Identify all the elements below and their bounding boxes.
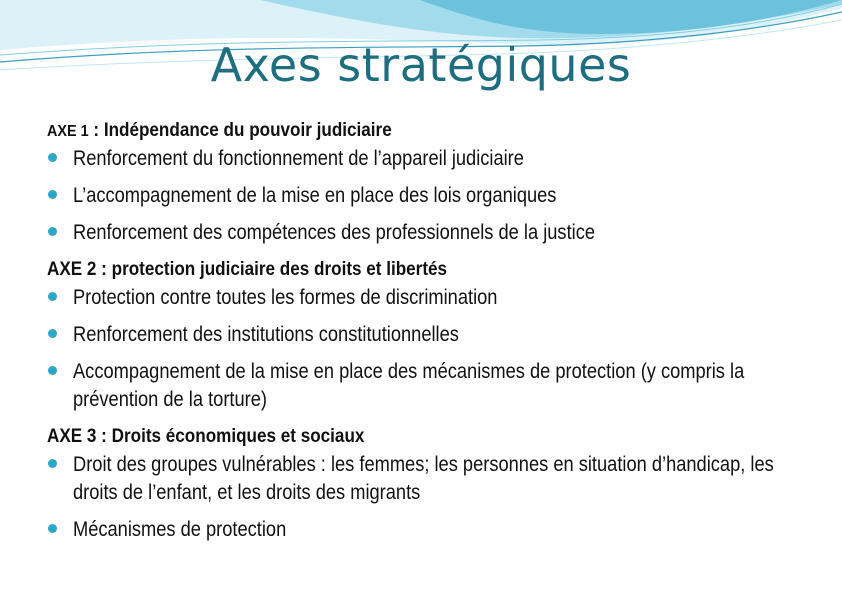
axe-2-list (47, 284, 817, 414)
bullet-dot-icon (48, 329, 57, 338)
list-item-text: L’accompagnement de la mise en place des lois organiques (73, 184, 557, 207)
bullet-dot-icon (48, 366, 57, 375)
slide-title: Axes stratégiques (210, 38, 632, 92)
axe-3-list (47, 451, 817, 544)
bullet-dot-icon (48, 190, 57, 199)
axe-1-section (47, 117, 817, 247)
list-item (47, 321, 817, 349)
slide-content (47, 117, 817, 553)
bullet-dot-icon (48, 227, 57, 236)
axe-3-tag: AXE 3 (47, 426, 97, 447)
list-item (47, 451, 817, 507)
bullet-dot-icon (48, 459, 57, 468)
axe-3-section (47, 423, 817, 544)
bullet-dot-icon (48, 292, 57, 301)
list-item-text: Mécanismes de protection (73, 518, 287, 541)
axe-1-heading (47, 117, 740, 145)
axe-2-section (47, 256, 817, 414)
axe-3-heading (47, 423, 740, 451)
list-item-text: Renforcement du fonctionnement de l’appareil judiciaire (73, 147, 524, 170)
axe-2-tag: AXE 2 (47, 259, 97, 280)
list-item (47, 145, 817, 173)
list-item (47, 219, 817, 247)
list-item (47, 358, 817, 414)
bullet-dot-icon (48, 524, 57, 533)
list-item-text: Renforcement des compétences des professionnels de la justice (73, 221, 595, 244)
axe-3-title: : Droits économiques et sociaux (96, 426, 365, 447)
bullet-dot-icon (48, 153, 57, 162)
axe-2-heading (47, 256, 740, 284)
list-item-text: Renforcement des institutions constitutionnelles (73, 323, 459, 346)
axe-2-title: : protection judiciaire des droits et libertés (96, 259, 448, 280)
list-item (47, 182, 817, 210)
axe-1-tag: AXE 1 (47, 123, 89, 140)
list-item-text: Protection contre toutes les formes de discrimination (73, 286, 498, 309)
axe-1-title: : Indépendance du pouvoir judiciaire (88, 120, 392, 141)
axe-1-list (47, 145, 817, 247)
list-item (47, 284, 817, 312)
list-item (47, 516, 817, 544)
list-item-text: Accompagnement de la mise en place des mécanismes de protection (y compris la prévention de la torture) (73, 360, 745, 411)
list-item-text: Droit des groupes vulnérables : les femmes; les personnes en situation d’handicap, les droits de l’enfant, et les droits des migrants (73, 453, 774, 504)
